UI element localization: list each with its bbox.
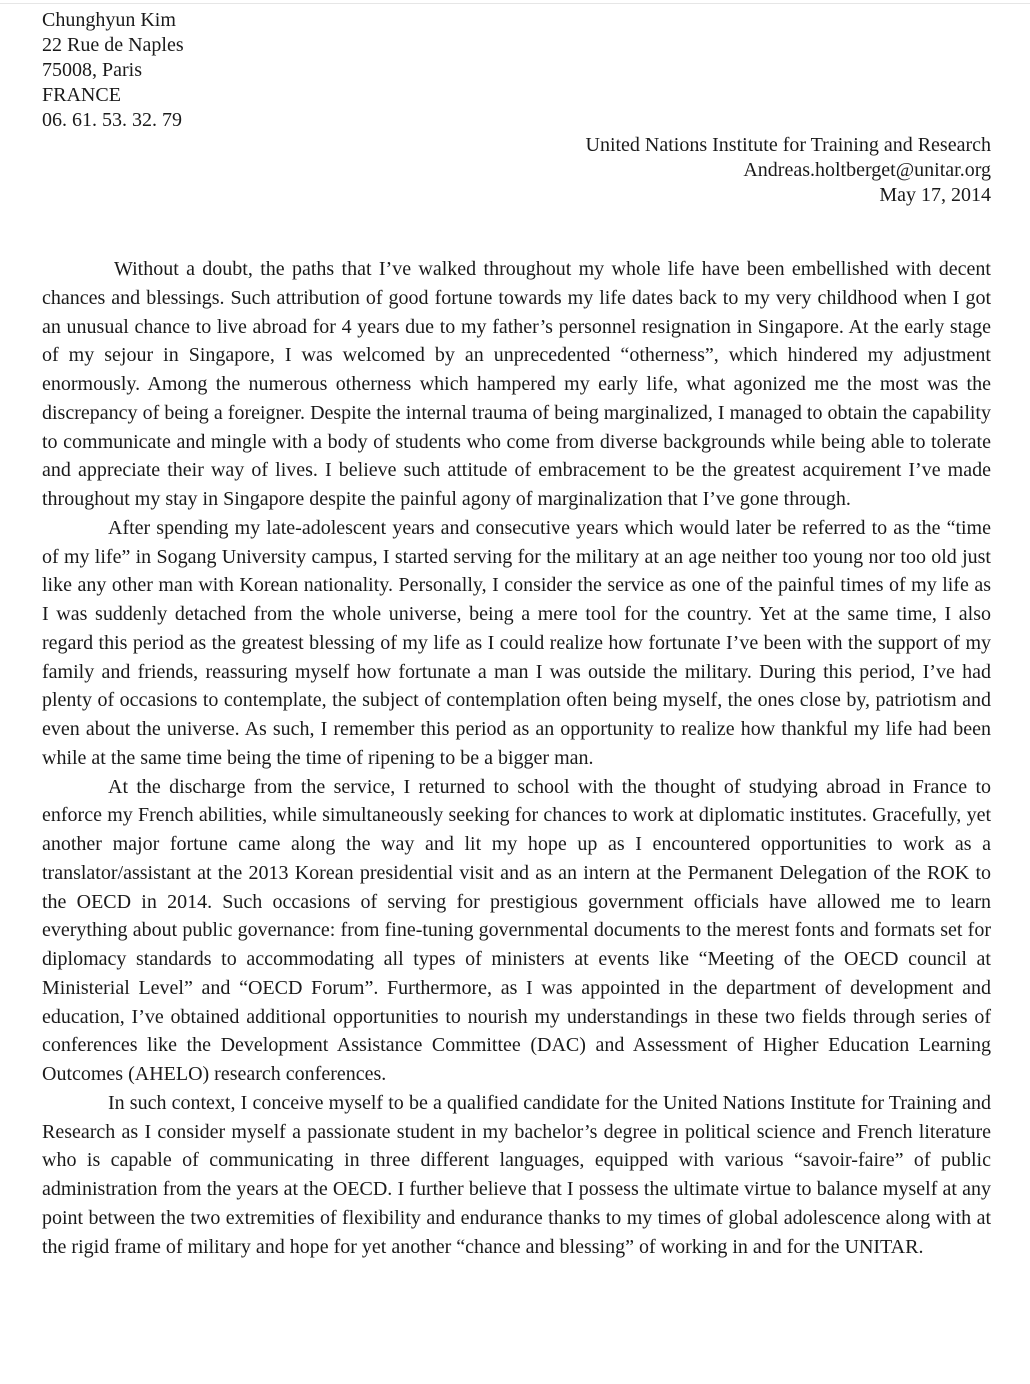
letter-body xyxy=(42,255,991,1261)
letter-page xyxy=(42,8,991,1261)
recipient-address-block xyxy=(42,133,991,208)
body-paragraph-1: Without a doubt, the paths that I’ve walked throughout my whole life have been embellished with decent chances and blessings. Such attribution of good fortune towards my life dates back to my very childhood when I got an unusual chance to live abroad for 4 years due to my father’s personnel resignation in Singapore. At the early stage of my sejour in Singapore, I was welcomed by an unprecedented “otherness”, which hindered my adjustment enormously. Among the numerous otherness which hampered my early life, what agonized me the most was the discrepancy of being a foreigner. Despite the internal trauma of being marginalized, I managed to obtain the capability to communicate and mingle with a body of students who come from diverse backgrounds while being able to tolerate and appreciate their way of lives. I believe such attitude of embracement to be the greatest acquirement I’ve made throughout my stay in Singapore despite the painful agony of marginalization that I’ve gone through. xyxy=(42,258,991,510)
recipient-organization: United Nations Institute for Training and Research xyxy=(585,134,991,156)
sender-name: Chunghyun Kim xyxy=(42,9,176,31)
sender-street: 22 Rue de Naples xyxy=(42,34,184,56)
sender-country: FRANCE xyxy=(42,84,121,106)
body-paragraph-2: After spending my late-adolescent years and consecutive years which would later be referred to as the “time of my life” in Sogang University campus, I started serving for the military at an age neither too young nor too old just like any other man with Korean nationality. Personally, I consider the service as one of the painful times of my life as I was suddenly detached from the whole universe, being a mere tool for the country. Yet at the same time, I also regard this period as the greatest blessing of my life as I could realize how fortunate I’ve been with the support of my family and friends, reassuring myself how fortunate a man I was outside the military. During this period, I’ve had plenty of occasions to contemplate, the subject of contemplation often being myself, the ones close by, patriotism and even about the universe. As such, I remember this period as an opportunity to realize how thankful my life had been while at the same time being the time of ripening to be a bigger man. xyxy=(42,516,991,769)
sender-phone: 06. 61. 53. 32. 79 xyxy=(42,109,182,131)
sender-city: 75008, Paris xyxy=(42,59,142,81)
recipient-email: Andreas.holtberget@unitar.org xyxy=(743,159,991,181)
sender-address-block xyxy=(42,8,991,133)
letter-date: May 17, 2014 xyxy=(879,184,991,206)
body-paragraph-4: In such context, I conceive myself to be a qualified candidate for the United Nations Institute for Training and Research as I consider myself a passionate student in my bachelor’s degree in political science and French literature who is capable of communicating in three different languages, equipped with various “savoir-faire” of public administration from the years at the OECD. I further believe that I possess the ultimate virtue to balance myself at any point between the two extremities of flexibility and endurance thanks to my times of global adolescence along with at the rigid frame of military and hope for yet another “chance and blessing” of working in and for the UNITAR. xyxy=(42,1091,991,1258)
body-paragraph-3: At the discharge from the service, I returned to school with the thought of studying abroad in France to enforce my French abilities, while simultaneously seeking for chances to work at diplomatic institutes. Gracefully, yet another major fortune came along the way and lit my hope up as I encountered opportunities to work as a translator/assistant at the 2013 Korean presidential visit and as an intern at the Permanent Delegation of the ROK to the OECD in 2014. Such occasions of serving for prestigious government officials have allowed me to learn everything about public governance: from fine-tuning governmental documents to the merest fonts and formats set for diplomacy standards to accommodating all types of ministers at events like “Meeting of the OECD council at Ministerial Level” and “OECD Forum”. Furthermore, as I was appointed in the department of development and education, I’ve obtained additional opportunities to nourish my understandings in these two fields through series of conferences like the Development Assistance Committee (DAC) and Assessment of Higher Education Learning Outcomes (AHELO) research conferences. xyxy=(42,775,991,1085)
page-top-divider xyxy=(0,3,1030,4)
